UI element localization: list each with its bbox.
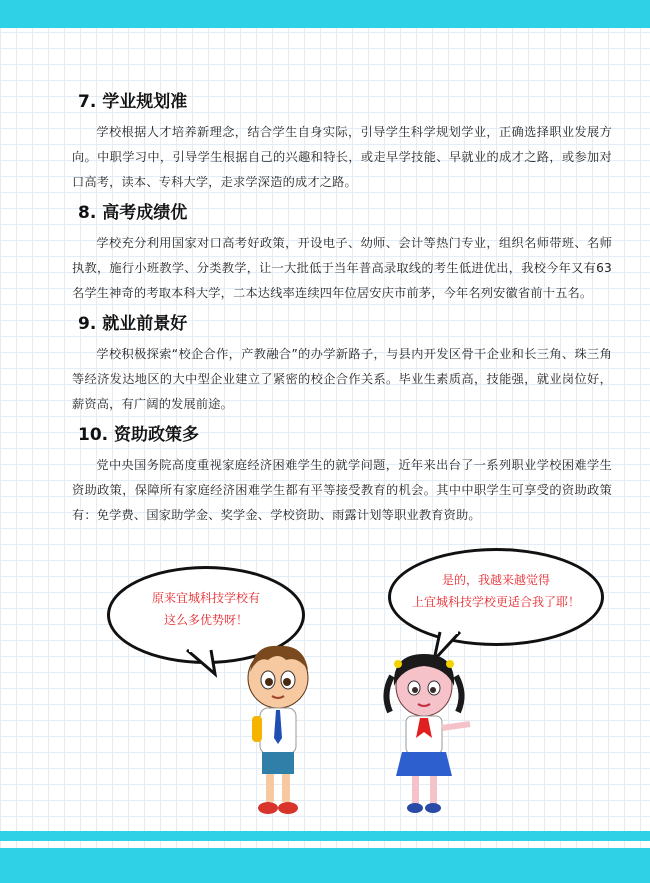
article-body [72,88,612,532]
boy-bubble-line2: 这么多优势呀！ [163,613,248,627]
section-heading: 10. 资助政策多 [78,425,200,445]
section-7 [72,88,612,195]
section-heading: 8. 高考成绩优 [78,203,188,223]
section-8 [72,199,612,306]
section-paragraph: 学校充分利用国家对口高考好政策，开设电子、幼师、会计等热门专业，组织名师带班、名师执教，施行小班教学、分类教学，让一大批低于当年普高录取线的考生低进优出，我校今年又有63名学生神奇的考取本科大学，二本达线率连续四年位居安庆市前茅，今年名列安徽省前十五名。 [72,236,612,300]
section-heading: 9. 就业前景好 [78,314,188,334]
section-paragraph: 党中央国务院高度重视家庭经济困难学生的就学问题，近年来出台了一系列职业学校困难学生资助政策，保障所有家庭经济困难学生都有平等接受教育的机会。其中中职学生可享受的资助政策有：免学费、国家助学金、奖学金、学校资助、雨露计划等职业教育资助。 [72,458,612,522]
girl-speech-bubble [388,548,604,646]
top-band [0,0,650,28]
section-9 [72,310,612,417]
bottom-thin-band [0,831,650,841]
boy-bubble-tail [185,648,225,678]
section-paragraph: 学校积极探索“校企合作，产教融合”的办学新路子，与县内开发区骨干企业和长三角、珠三角等经济发达地区的大中型企业建立了紧密的校企合作关系。毕业生素质高，技能强，就业岗位好，薪资高，有广阔的发展前途。 [72,347,612,411]
section-10 [72,421,612,528]
bottom-band [0,848,650,883]
girl-bubble-line2: 上宜城科技学校更适合我了耶！ [411,595,580,609]
section-paragraph: 学校根据人才培养新理念，结合学生自身实际，引导学生科学规划学业，正确选择职业发展方向。中职学习中，引导学生根据自己的兴趣和特长，或走早学技能、早就业的成才之路，或参加对口高考，读本、专科大学，走求学深造的成才之路。 [72,125,612,189]
boy-cartoon-illustration [238,638,318,822]
girl-bubble-line1: 是的，我越来越觉得 [441,573,550,587]
section-heading: 7. 学业规划准 [78,92,188,112]
girl-cartoon-illustration [380,646,476,818]
boy-bubble-line1: 原来宜城科技学校有 [151,591,260,605]
